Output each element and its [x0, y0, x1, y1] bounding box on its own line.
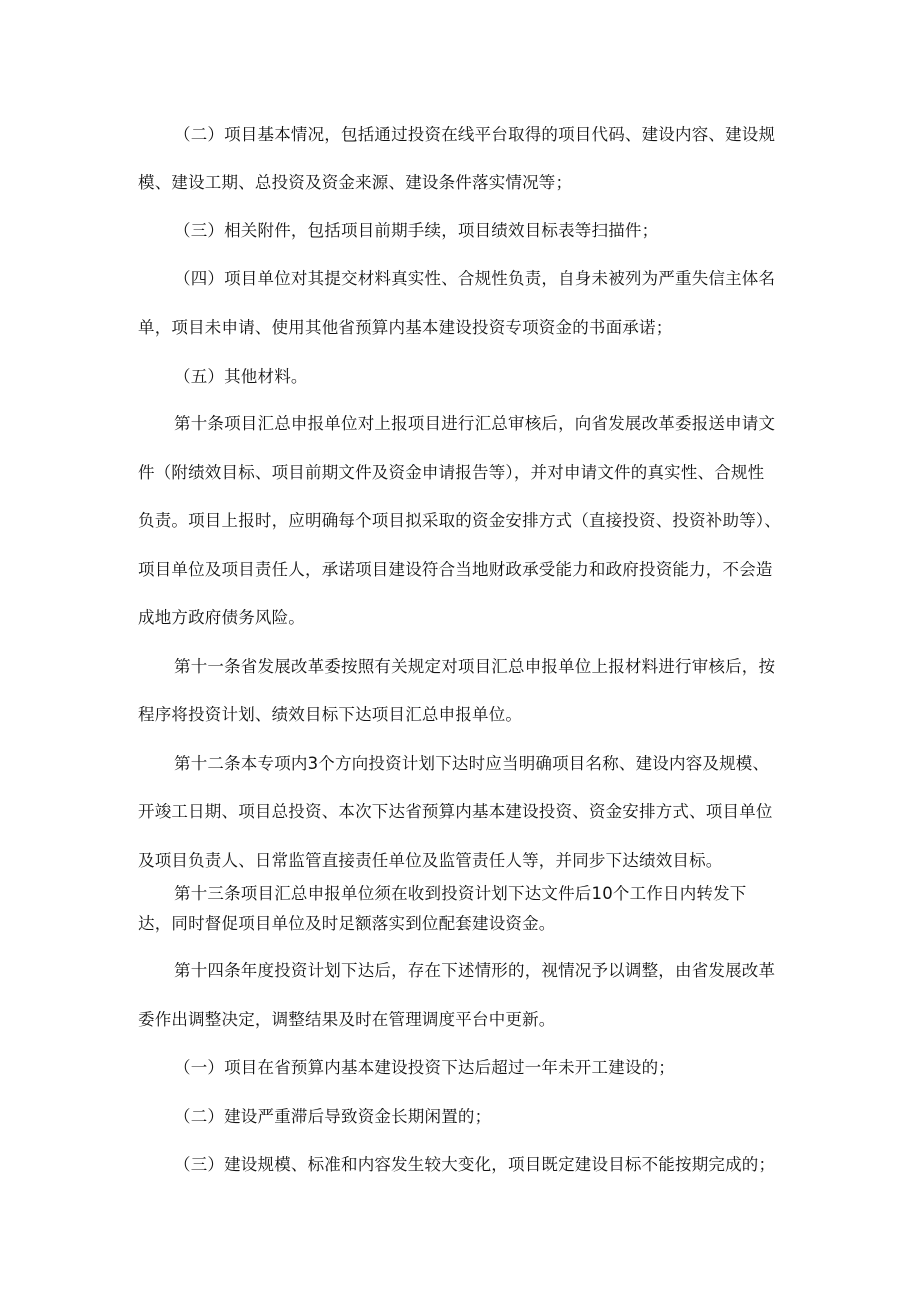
- paragraph-line: 程序将投资计划、绩效目标下达项目汇总申报单位。: [138, 705, 523, 724]
- paragraph-line: （二）项目基本情况，包括通过投资在线平台取得的项目代码、建设内容、建设规: [174, 125, 776, 144]
- paragraph-line: （三）相关附件，包括项目前期手续，项目绩效目标表等扫描件；: [174, 221, 659, 240]
- paragraph-line: （五）其他材料。: [174, 367, 308, 386]
- paragraph-line: 件（附绩效目标、项目前期文件及资金申请报告等），并对申请文件的真实性、合规性: [138, 463, 765, 482]
- paragraph-line: （二）建设严重滞后导致资金长期闲置的；: [174, 1107, 492, 1126]
- paragraph-line: 模、建设工期、总投资及资金来源、建设条件落实情况等；: [138, 173, 573, 192]
- paragraph-line: 项目单位及项目责任人，承诺项目建设符合当地财政承受能力和政府投资能力，不会造: [138, 560, 773, 579]
- paragraph-line: 单，项目未申请、使用其他省预算内基本建设投资专项资金的书面承诺；: [138, 318, 673, 337]
- paragraph-line: （四）项目单位对其提交材料真实性、合规性负责，自身未被列为严重失信主体名: [174, 269, 776, 288]
- paragraph-line: 委作出调整决定，调整结果及时在管理调度平台中更新。: [138, 1010, 556, 1029]
- paragraph-line: 第十三条项目汇总申报单位须在收到投资计划下达文件后10个工作日内转发下: [174, 884, 747, 903]
- paragraph-line: 第十一条省发展改革委按照有关规定对项目汇总申报单位上报材料进行审核后，按: [174, 657, 776, 676]
- paragraph-line: 成地方政府债务风险。: [138, 608, 305, 627]
- paragraph-line: 第十四条年度投资计划下达后，存在下述情形的，视情况予以调整，由省发展改革: [174, 961, 776, 980]
- paragraph-line: 第十二条本专项内3个方向投资计划下达时应当明确项目名称、建设内容及规模、: [174, 754, 770, 773]
- paragraph-line: 第十条项目汇总申报单位对上报项目进行汇总审核后，向省发展改革委报送申请文: [174, 414, 776, 433]
- paragraph-line: 达，同时督促项目单位及时足额落实到位配套建设资金。: [138, 914, 556, 933]
- paragraph-line: （一）项目在省预算内基本建设投资下达后超过一年未开工建设的；: [174, 1058, 675, 1077]
- paragraph-line: 开竣工日期、项目总投资、本次下达省预算内基本建设投资、资金安排方式、项目单位: [138, 802, 773, 821]
- paragraph-line: （三）建设规模、标准和内容发生较大变化，项目既定建设目标不能按期完成的；: [174, 1155, 776, 1174]
- paragraph-line: 及项目负责人、日常监管直接责任单位及监管责任人等，并同步下达绩效目标。: [138, 851, 723, 870]
- paragraph-line: 负责。项目上报时，应明确每个项目拟采取的资金安排方式（直接投资、投资补助等）、: [138, 511, 782, 530]
